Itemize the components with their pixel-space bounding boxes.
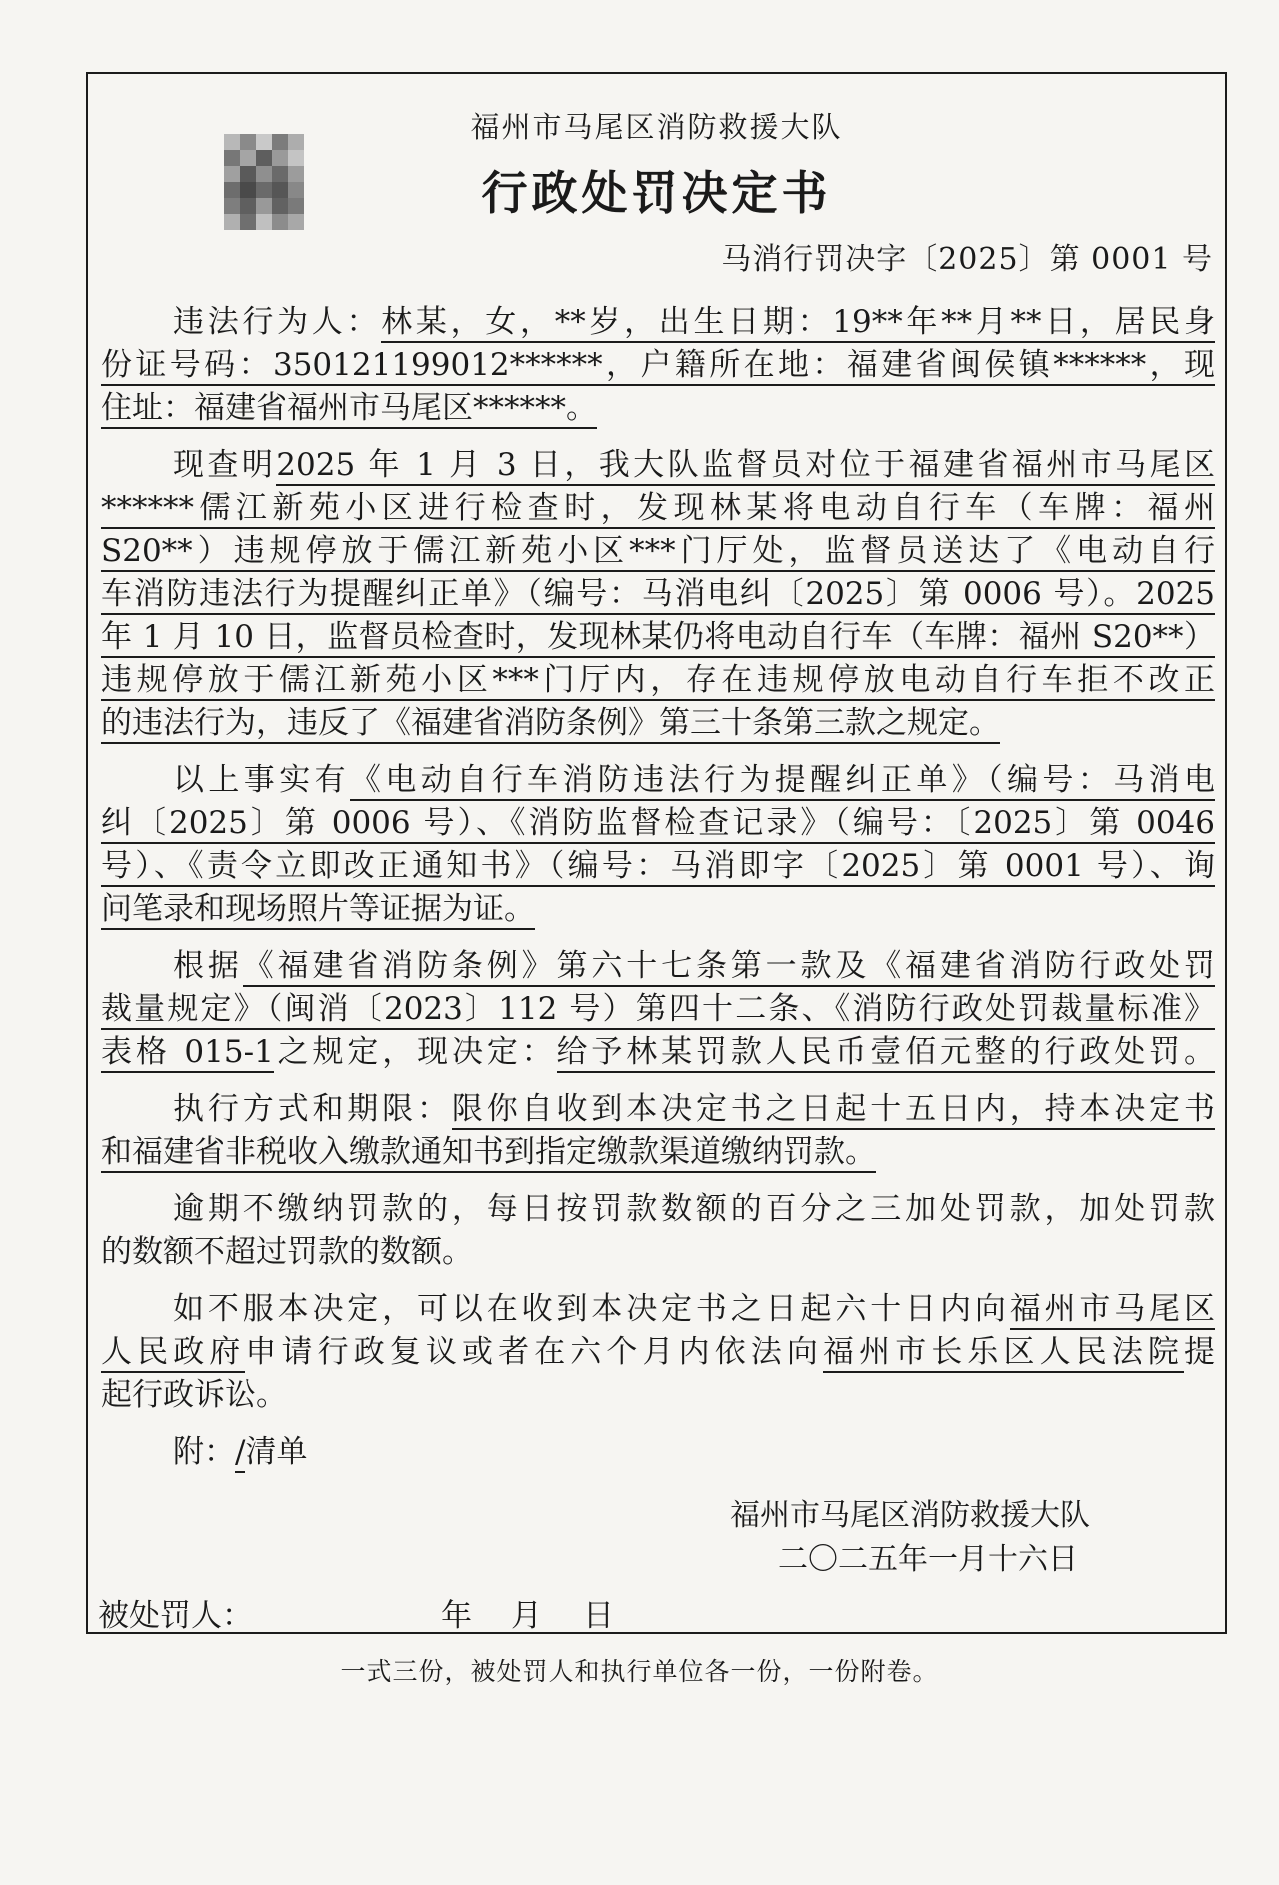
evidence-text: 号）、《责令立即改正通知书》（编号：马消即字〔2025〕第 0001 号）、询 [101, 848, 1215, 887]
evidence-text: 纠〔2025〕第 0006 号）、《消防监督检查记录》（编号：〔2025〕第 0046 [101, 805, 1215, 844]
party-address: 住址：福建省福州市马尾区******。 [101, 390, 597, 429]
appeal-line-1 [173, 1289, 1215, 1329]
evidence-text: 《电动自行车消防违法行为提醒纠正单》（编号：马消电 [350, 762, 1215, 801]
basis-text: 裁量规定》（闽消〔2023〕112 号）第四十二条、《消防行政处罚裁量标准》 [101, 991, 1215, 1030]
execution-line-2 [101, 1132, 876, 1172]
facts-line-3 [101, 531, 1215, 571]
attachment-suffix: 清单 [245, 1434, 308, 1470]
facts-line-4 [101, 574, 1215, 614]
basis-decision-lead: 之规定，现决定： [273, 1034, 557, 1070]
facts-text: S20**）违规停放于儒江新苑小区***门厅处，监督员送达了《电动自行 [101, 533, 1215, 572]
basis-intro: 根据 [173, 948, 243, 984]
facts-text: 车消防违法行为提醒纠正单》（编号：马消电纠〔2025〕第 0006 号）。2025 [101, 576, 1215, 615]
appeal-text: 如不服本决定，可以在收到本决定书之日起六十日内向 [173, 1291, 1010, 1327]
recipient-year: 年 [441, 1598, 472, 1634]
recipient-month: 月 [511, 1598, 542, 1634]
footer-note: 一式三份，被处罚人和执行单位各一份，一份附卷。 [340, 1657, 939, 1686]
party-label: 违法行为人： [173, 304, 382, 340]
facts-line-2 [101, 488, 1215, 528]
overdue-line-1: 逾期不缴纳罚款的，每日按罚款数额的百分之三加处罚款，加处罚款 [173, 1191, 1215, 1227]
overdue-line-2: 的数额不超过罚款的数额。 [101, 1234, 473, 1270]
facts-line-6 [101, 660, 1215, 700]
appeal-text: 提 [1184, 1334, 1216, 1370]
party-line-3 [101, 388, 597, 428]
evidence-line-3 [101, 846, 1215, 886]
appeal-court: 福州市长乐区人民法院 [823, 1334, 1184, 1373]
document-number: 马消行罚决字〔2025〕第 0001 号 [721, 242, 1213, 277]
attachment-label: 附： [173, 1434, 235, 1470]
basis-table-ref: 表格 015-1 [101, 1034, 274, 1073]
basis-line-2 [101, 989, 1215, 1029]
evidence-text: 问笔录和现场照片等证据为证。 [101, 891, 535, 930]
evidence-line-2 [101, 803, 1215, 843]
facts-intro: 现查明 [173, 447, 277, 483]
document-title: 行政处罚决定书 [481, 166, 832, 220]
appeal-review-authority: 人民政府 [101, 1334, 245, 1373]
facts-line-5 [101, 617, 1215, 657]
attachment-value: / [235, 1434, 245, 1473]
facts-text: 2025 年 1 月 3 日，我大队监督员对位于福建省福州市马尾区 [276, 447, 1215, 486]
recipient-label: 被处罚人： [98, 1598, 253, 1634]
facts-text: 年 1 月 10 日，监督员检查时，发现林某仍将电动自行车（车牌：福州 S20**） [101, 619, 1215, 658]
appeal-review-authority: 福州市马尾区 [1010, 1291, 1215, 1330]
evidence-line-4 [101, 889, 535, 929]
facts-text: ******儒江新苑小区进行检查时，发现林某将电动自行车（车牌：福州 [101, 490, 1215, 529]
signature-agency: 福州市马尾区消防救援大队 [730, 1498, 1090, 1533]
evidence-line-1 [173, 760, 1215, 800]
signature-date: 二〇二五年一月十六日 [778, 1542, 1078, 1577]
agency-header: 福州市马尾区消防救援大队 [470, 110, 843, 144]
facts-line-7 [101, 703, 1000, 743]
execution-line-1 [173, 1089, 1215, 1129]
facts-line-1 [173, 445, 1215, 485]
attachment-line [173, 1432, 307, 1472]
appeal-text: 申请行政复议或者在六个月内依法向 [245, 1334, 824, 1370]
basis-text: 《福建省消防条例》第六十七条第一款及《福建省消防行政处罚 [243, 948, 1215, 987]
basis-line-3 [101, 1032, 1215, 1072]
penalty-decision: 给予林某罚款人民币壹佰元整的行政处罚。 [557, 1034, 1215, 1073]
facts-text: 违规停放于儒江新苑小区***门厅内，存在违规停放电动自行车拒不改正 [101, 662, 1215, 701]
appeal-line-2 [101, 1332, 1215, 1372]
basis-line-1 [173, 946, 1215, 986]
execution-text: 限你自收到本决定书之日起十五日内，持本决定书 [452, 1091, 1215, 1130]
party-line-1 [173, 302, 1215, 342]
recipient-day: 日 [583, 1598, 614, 1634]
facts-text: 的违法行为，违反了《福建省消防条例》第三十条第三款之规定。 [101, 705, 1000, 744]
party-line-2 [101, 345, 1215, 385]
evidence-intro: 以上事实有 [173, 762, 350, 798]
appeal-line-3: 起行政诉讼。 [101, 1377, 287, 1413]
execution-text: 和福建省非税收入缴款通知书到指定缴款渠道缴纳罚款。 [101, 1134, 876, 1173]
party-id-household: 份证号码：350121199012******，户籍所在地：福建省闽侯镇******，现 [101, 347, 1215, 386]
party-info: 林某，女，**岁，出生日期：19**年**月**日，居民身 [381, 304, 1215, 343]
execution-label: 执行方式和期限： [173, 1091, 452, 1127]
